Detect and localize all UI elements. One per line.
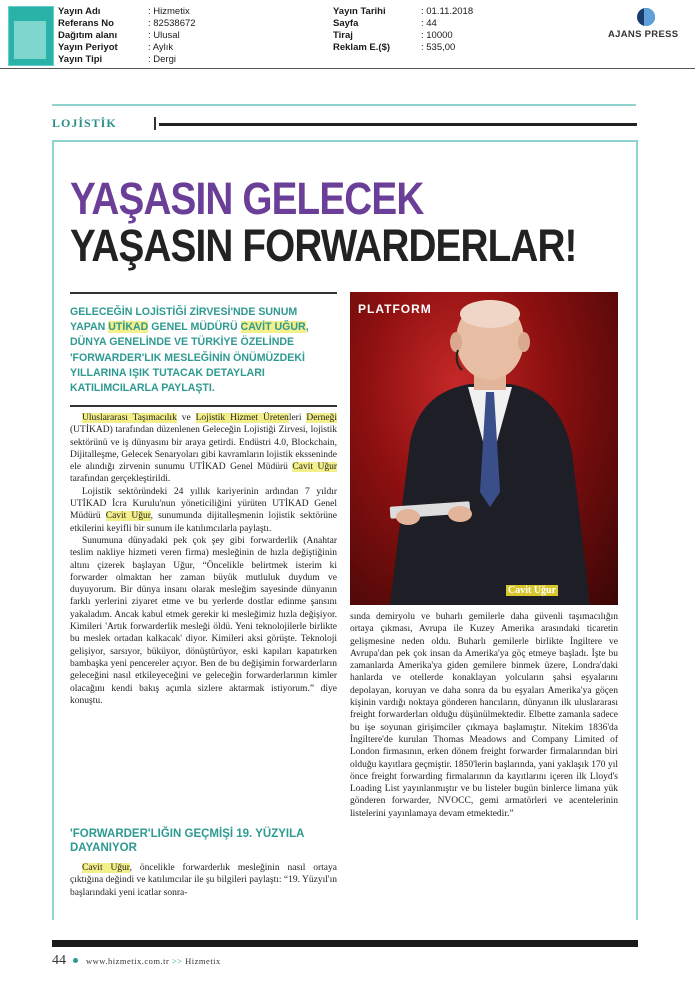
text: tarafından gerçekleştirildi. <box>70 474 171 485</box>
lead-text: GENEL MÜDÜRÜ <box>151 321 238 334</box>
publication-info-right-values <box>421 6 473 54</box>
bullet-dot <box>73 958 78 963</box>
lead-rule-top <box>70 292 337 294</box>
paragraph: sında demiryolu ve buharlı gemilerle daha güvenli taşımacılığın ortaya çıkması, Avrupa ile Kuzey Amerika arasındaki ticaretin gelişmesine neden oldu. Buharlı gemilerle birlikte İngiltere ve Avrupa'dan pek çok insan da Amerika'ya göç etmeye başladı. İşte bu zamanlarda Amerika'ya giden gemilere binmek üzere, Londra'daki hanlarda ve otellerde konaklayan yolcuların şahsi eşyalarını depolayan, koruyan ve daha sonra da bu eşyaları Amerika'ya göçen kişinin vardığı noktaya gönderen hancıların, dünyanın ilk uluslararası freight forwarderları olduğu düşünülmektedir. Elbette zamanla sadece bu işe soyunan girişimciler çıkmaya başlamıştır. Nitekim 1836'da İngiltere'de kurulan Thomas Meadows and Company Limited of London firmasının, erken dönem freight forwarder firmalarından biri olduğu kayıtlara geçmiştir. 1850'lerin başlarında, yani yaklaşık 170 yıl önce freight forwarding firmalarının da kayıtlarını içeren ilk Lloyd's Loading List yayınlanmıştır ve bu listeler bugün binlerce limana yük gönderen forwarder, NVOCC, gemi armatörleri ve acentelerinin listelerini yayınlamaya devam etmektedir.” <box>350 612 618 819</box>
text: Lojistik sektöründeki 24 yıllık kariyerinin ardından 7 yıldır UTİKAD İcra Kurulu'nun yöneticiliğini yürüten UTİKAD Genel Müdürü <box>70 486 337 522</box>
section-label: LOJİSTİK <box>52 116 117 130</box>
text: ve <box>176 413 196 423</box>
lead-paragraph <box>70 305 335 396</box>
meta-value: : 10000 <box>421 30 453 41</box>
headline-line-2: YAŞASIN FORWARDERLAR! <box>70 220 577 271</box>
publication-info-left-values <box>148 6 196 66</box>
footer-publication: Hizmetix <box>185 956 221 966</box>
meta-value: : 01.11.2018 <box>421 6 474 17</box>
speaker-illustration <box>350 292 618 605</box>
logo-text: AJANS PRESS <box>608 29 679 40</box>
lead-highlight: UTİKAD <box>108 321 149 334</box>
lead-text: , DÜNYA GENELİNDE VE TÜRKİYE ÖZELİNDE 'FORWARDER'LIK MESLEĞİNİN ÖNÜMÜZDEKİ YILLARINA IŞIK TUTACAK DETAYLARI KATILIMCILARLA PAYLAŞTI. <box>70 321 309 395</box>
text: , öncelikle forwarderlık mesleğinin nasıl ortaya çıktığına değindi ve katılımcılar ile şu bilgileri paylaştı: “19. Yüzyıl'ın başlarındaki yeni icatlar sonra- <box>70 863 337 898</box>
ajans-press-logo <box>610 8 685 38</box>
frame-right <box>636 140 638 920</box>
meta-label: Yayın Tarihi <box>333 6 386 17</box>
highlight: Cavit Uğur <box>292 462 337 473</box>
highlight: Cavit Uğur <box>105 511 151 522</box>
section-separator <box>154 117 156 130</box>
footer-credit <box>86 956 221 966</box>
paragraph: Sunumuna dünyadaki pek çok şey gibi forwarderlik (Anahtar teslim nakliye hizmeti veren firma) mesleğinin de hızla değiştiğinin altını çizerek başlayan Uğur, “Öncelikle belirtmek isterim ki forwarder olmaktan her zaman büyük mutluluk duydum ve duyuyorum. Bir dünya insanı olarak mesleğim sayesinde dünyanın farklı yerlerini ziyaret etme ve bu yerlerde dostlar edinme şansını yakaladım. Ancak kabul etmek gerekir ki mesleğimiz hızla değişiyor. Kimileri 'Artık forwarderlik mesleği öldü. Yeni teknolojilerle birlikte bu meslek ortadan kalkacak' diyor. Kimileri aksi görüşte. Teknoloji gelişiyor, sarsıyor, büküyor, dönüştürüyor, eski kapıları kapatırken bambaşka yeni pencereler açıyor. Ben de bu değişimin forwarderların geleceğini nasıl etkileyeceğini ve geleceğin forwarderlarının kimler olacağını kendi bakış açımla sizlere aktarmak istiyorum.” diye konuştu. <box>70 535 337 706</box>
body-column-right <box>350 611 618 820</box>
photo-caption: Cavit Uğur <box>508 585 557 596</box>
lead-highlight: CAVİT UĞUR <box>240 321 306 334</box>
text: leri <box>288 413 307 423</box>
meta-label: Sayfa <box>333 18 359 29</box>
highlight: Cavit Uğur <box>82 863 130 873</box>
meta-value: : 44 <box>421 18 437 29</box>
speaker-photo <box>350 292 618 605</box>
globe-icon <box>637 8 655 26</box>
body-column-left-bottom <box>70 862 337 899</box>
footer-rule <box>52 940 638 947</box>
meta-value: : 535,00 <box>421 42 456 53</box>
frame-top <box>52 140 636 142</box>
meta-label: Tiraj <box>333 30 353 41</box>
paragraph <box>70 412 337 486</box>
section-rule-top <box>52 104 636 106</box>
meta-label: Reklam E.($) <box>333 42 391 53</box>
header-divider <box>0 68 695 69</box>
photo-backdrop-text: PLATFORM <box>358 302 432 316</box>
frame-left <box>52 140 54 920</box>
meta-value: : Dergi <box>148 54 176 65</box>
text: (UTİKAD) tarafından düzenlenen Geleceğin Lojistiği Zirvesi, lojistik sektörünü ve iş dünyasını bir araya getirdi. Endüstri 4.0, Blockchain, Dijitalleşme, Gelecek Senaryoları gibi kavramların lojistik eksseninde ele alındığı zirvenin sunumu UTİKAD Genel Müdürü <box>70 425 337 473</box>
body-column-left <box>70 412 337 707</box>
meta-label: Yayın Periyot <box>58 42 118 53</box>
footer-url: www.hizmetix.com.tr <box>86 956 170 966</box>
meta-label: Yayın Adı <box>58 6 101 17</box>
highlight: Uluslararası Taşımacılık <box>82 413 177 423</box>
meta-value: : Aylık <box>148 42 174 53</box>
meta-value: : Hizmetix <box>148 6 190 17</box>
page-number: 44 <box>52 953 66 968</box>
subheading: 'FORWARDER'LIĞIN GEÇMİŞİ 19. YÜZYILA DAYANIYOR <box>70 828 305 854</box>
highlight: Lojistik Hizmet Üreten <box>195 413 289 423</box>
press-clipping-header <box>0 0 695 70</box>
headline-line-1: YAŞASIN GELECEK <box>70 173 424 224</box>
paragraph <box>70 486 337 535</box>
section-rule <box>159 123 637 126</box>
meta-label: Dağıtım alanı <box>58 30 118 41</box>
meta-value: : 82538672 <box>148 18 196 29</box>
meta-value: : Ulusal <box>148 30 180 41</box>
lead-rule-bottom <box>70 405 337 407</box>
meta-label: Referans No <box>58 18 114 29</box>
publication-info-left <box>58 6 118 66</box>
footer-arrows: >> <box>171 956 183 966</box>
lead-text: GELECEĞİN LOJİSTİĞİ ZİRVESİ'NDE SUNUM YAPAN <box>70 306 298 334</box>
magazine-cover-thumbnail <box>8 6 54 66</box>
text: , sunumunda dijitalleşmenin lojistik sektörüne etkilerini keyifli bir sunum ile katılımcılarla paylaştı. <box>70 511 337 534</box>
publication-info-right <box>333 6 390 54</box>
highlight: Derneği <box>306 413 337 423</box>
paragraph <box>70 862 337 899</box>
meta-label: Yayın Tipi <box>58 54 103 65</box>
